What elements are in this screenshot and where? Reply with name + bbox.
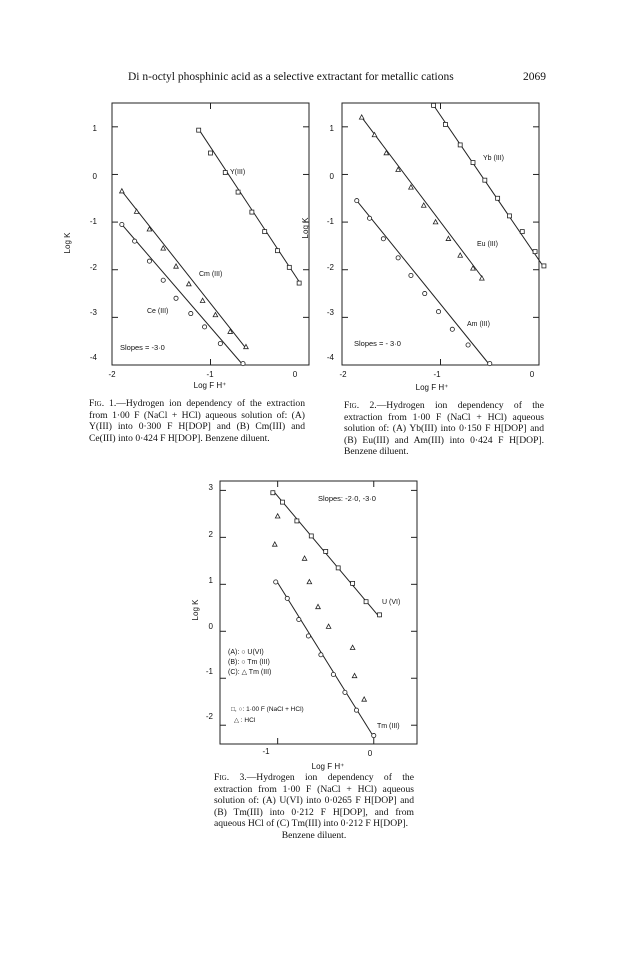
fig2-caption xyxy=(344,400,544,458)
fig2-series-1-point-8 xyxy=(520,230,524,234)
fig3-legend-note-2: △ : HCl xyxy=(234,717,256,724)
fig1-y-tick-0: 0 xyxy=(92,172,97,181)
fig2-series-1-point-10 xyxy=(542,264,546,268)
fig3-series-2-point-7 xyxy=(343,690,347,694)
fig2-label-yb3: Yb (III) xyxy=(483,155,505,162)
fig2-series-3-point-4 xyxy=(396,256,400,260)
fig1-series-3-point-6 xyxy=(189,311,193,315)
fig3-series-1-point-4 xyxy=(309,534,313,538)
fig2-series-2-point-7 xyxy=(433,220,438,224)
fig2-caption-label: Fig. 2. xyxy=(344,400,377,411)
fig3-y-tick-1: 1 xyxy=(208,576,213,585)
fig2-y-tick--1: -1 xyxy=(326,217,334,226)
fig2-plot-frame xyxy=(342,103,539,365)
fig3-series-2-point-2 xyxy=(285,596,289,600)
fig3-series-1-point-5 xyxy=(324,549,328,553)
fig3-legend-a: (A): ○ U(VI) xyxy=(228,649,264,656)
fig3-series-2-point-4 xyxy=(306,634,310,638)
fig2-series-3-point-2 xyxy=(367,216,371,220)
fig2-series-3-point-8 xyxy=(450,327,454,331)
fig1-caption-text: —Hydrogen ion dependency of the extraction from 1·00 F (NaCl + HCl) aqueous solution of: (A) Y(III) into 0·300 F H[DOP] and (B) Cm(III) and Ce(III) into 0·424 F H[DOP]. Benzene diluent. xyxy=(89,398,305,444)
fig1-y-tick--2: -2 xyxy=(89,263,97,272)
fig1-y-tick-1: 1 xyxy=(92,124,97,133)
fig1-series-2-point-7 xyxy=(200,298,205,302)
fig1-caption-label: Fig. 1. xyxy=(89,398,117,409)
fig2-series-1-point-2 xyxy=(443,122,447,126)
fig2-caption-text: —Hydrogen ion dependency of the extraction from 1·00 F (NaCl + HCl) aqueous solution of: (A) Yb(III) into 0·150 F H[DOP] and (B) Eu(III) and Am(III) into 0·424 F H[DOP]. Benzene diluent. xyxy=(344,400,544,458)
fig1-x-axis-label: Log F H⁺ xyxy=(193,381,227,390)
fig1-series-2-point-5 xyxy=(174,264,179,268)
fig3-label-u6: U (VI) xyxy=(382,599,401,606)
fig3-series-1-point-9 xyxy=(378,613,382,617)
fig1-series-3-point-8 xyxy=(218,341,222,345)
fig2-series-2-point-2 xyxy=(372,132,377,136)
fig1-x-tick-0: 0 xyxy=(292,370,298,379)
fig3-series-3-point-5 xyxy=(316,604,321,608)
fig1-series-3-point-1 xyxy=(120,222,124,226)
fig3-series-3-point-4 xyxy=(307,579,312,583)
fig3-series-1-point-8 xyxy=(364,600,368,604)
fig2-x-tick--2: -2 xyxy=(339,370,347,379)
fig3-series-2-point-6 xyxy=(331,672,335,676)
fig2-series-3-point-6 xyxy=(423,291,427,295)
fig1-series-1-point-2 xyxy=(209,151,213,155)
fig2-y-tick--4: -4 xyxy=(326,353,334,362)
fig1-series-1-point-7 xyxy=(275,249,279,253)
fig1-series-2-point-1 xyxy=(120,189,125,193)
fig3-plot-frame xyxy=(220,481,417,744)
fig3-series-3-point-7 xyxy=(350,645,355,649)
fig3-series-3-point-6 xyxy=(326,624,331,628)
fig2-label-eu3: Eu (III) xyxy=(477,241,499,248)
fig1-series-3-point-5 xyxy=(174,296,178,300)
fig2-series-3-point-9 xyxy=(466,343,470,347)
fig3-slopes-annotation: Slopes: -2·0, -3·0 xyxy=(318,494,376,503)
figure-1 xyxy=(63,103,309,390)
fig2-series-3-point-3 xyxy=(381,237,385,241)
fig2-x-axis-label: Log F H⁺ xyxy=(415,383,449,392)
fig2-series-1-point-9 xyxy=(533,250,537,254)
fig1-series-3-point-4 xyxy=(161,278,165,282)
fig3-series-2-point-8 xyxy=(354,708,358,712)
fig1-series-2-point-8 xyxy=(213,312,218,316)
fig3-x-tick--1: -1 xyxy=(262,747,270,756)
fig2-series-3-point-10 xyxy=(488,361,492,365)
fig3-legend-b: (B): ○ Tm (III) xyxy=(228,659,270,666)
fig3-series-1-point-2 xyxy=(280,500,284,504)
fig1-y-tick--1: -1 xyxy=(89,217,97,226)
fig3-marks xyxy=(220,481,417,744)
fig2-series-2-point-6 xyxy=(421,203,426,207)
fig2-series-2-point-9 xyxy=(458,253,463,257)
fig3-caption xyxy=(214,772,414,842)
fig3-legend-note-1: □, ○: 1·00 F (NaCl + HCl) xyxy=(231,706,304,713)
fig1-label-cm3: Cm (III) xyxy=(199,271,223,278)
fig3-label-tm3: Tm (III) xyxy=(377,723,400,730)
fig1-series-3-point-2 xyxy=(133,239,137,243)
fig3-x-axis-label: Log F H⁺ xyxy=(311,762,345,771)
fig1-y-axis-label: Log K xyxy=(63,232,72,254)
fig2-marks xyxy=(342,103,546,366)
fig1-series-1-fit-line xyxy=(199,129,299,281)
fig1-label-y3: Y(III) xyxy=(230,169,246,176)
fig1-series-1-point-1 xyxy=(197,128,201,132)
fig3-series-1-point-7 xyxy=(351,581,355,585)
fig1-y-tick--4: -4 xyxy=(89,353,97,362)
fig1-series-1-point-4 xyxy=(236,190,240,194)
fig3-series-3-point-1 xyxy=(275,514,280,518)
fig2-y-tick--2: -2 xyxy=(326,263,334,272)
fig3-series-3-point-8 xyxy=(352,673,357,677)
fig1-caption xyxy=(89,398,305,444)
fig1-series-1-point-3 xyxy=(223,171,227,175)
fig2-series-1-point-1 xyxy=(432,103,436,107)
fig2-series-1-point-7 xyxy=(507,214,511,218)
fig2-y-tick-1: 1 xyxy=(329,124,334,133)
fig1-series-3-point-7 xyxy=(202,325,206,329)
fig3-y-tick-0: 0 xyxy=(208,622,213,631)
fig1-marks xyxy=(112,103,309,366)
fig1-series-2-point-4 xyxy=(161,246,166,250)
fig2-series-1-point-3 xyxy=(458,143,462,147)
fig3-legend-c: (C): △ Tm (III) xyxy=(228,669,272,676)
fig1-series-3-point-9 xyxy=(241,361,245,365)
fig2-series-1-point-6 xyxy=(496,196,500,200)
fig2-series-2-point-8 xyxy=(446,236,451,240)
fig3-series-2-fit-line xyxy=(276,580,374,737)
fig2-x-tick--1: -1 xyxy=(433,370,441,379)
fig1-series-2-fit-line xyxy=(122,191,246,348)
fig3-series-2-point-9 xyxy=(372,733,376,737)
fig3-series-3-point-9 xyxy=(362,697,367,701)
running-title: Di n-octyl phosphinic acid as a selective extractant for metallic cations xyxy=(128,71,454,83)
fig3-series-1-point-1 xyxy=(271,491,275,495)
fig3-series-2-point-1 xyxy=(274,580,278,584)
fig2-series-3-point-7 xyxy=(436,310,440,314)
fig3-series-2-point-5 xyxy=(319,653,323,657)
page-number: 2069 xyxy=(523,71,546,83)
fig1-series-3-point-3 xyxy=(147,259,151,263)
fig1-slopes-annotation: Slopes = -3·0 xyxy=(120,343,165,352)
figure-3 xyxy=(191,481,417,771)
fig2-slopes-annotation: Slopes = - 3·0 xyxy=(354,339,401,348)
fig1-x-tick--1: -1 xyxy=(206,370,214,379)
fig1-x-tick--2: -2 xyxy=(108,370,116,379)
fig3-y-tick--2: -2 xyxy=(205,712,213,721)
fig3-y-tick-2: 2 xyxy=(208,530,213,539)
fig2-series-1-point-5 xyxy=(483,178,487,182)
fig3-series-3-point-2 xyxy=(272,542,277,546)
fig2-series-1-point-4 xyxy=(471,161,475,165)
fig3-x-tick-0: 0 xyxy=(367,749,373,758)
fig2-y-tick--3: -3 xyxy=(326,308,334,317)
fig1-series-1-point-9 xyxy=(297,281,301,285)
fig3-caption-label: Fig. 3. xyxy=(214,772,247,783)
fig1-series-1-point-8 xyxy=(287,265,291,269)
fig2-label-am3: Am (III) xyxy=(467,321,490,328)
fig3-series-2-point-3 xyxy=(297,617,301,621)
fig2-series-2-point-11 xyxy=(480,276,485,280)
fig3-y-axis-label: Log K xyxy=(191,599,200,621)
fig1-series-1-point-5 xyxy=(250,210,254,214)
fig3-series-1-point-6 xyxy=(336,566,340,570)
fig1-series-2-point-6 xyxy=(187,282,192,286)
fig3-caption-text: —Hydrogen ion dependency of the extraction from 1·00 F (NaCl + HCl) aqueous solution of: (A) U(VI) into 0·0265 F H[DOP] and (B) Tm(III) into 0·212 F H[DOP], and from aqueous HCl of (C) Tm(III) into 0·212 F H[DOP]. xyxy=(214,772,414,830)
fig2-series-2-point-1 xyxy=(359,115,364,119)
fig3-series-3-point-3 xyxy=(302,556,307,560)
fig3-series-1-point-3 xyxy=(295,519,299,523)
fig1-label-ce3: Ce (III) xyxy=(147,308,169,315)
figure-2 xyxy=(301,103,546,392)
fig2-series-3-point-5 xyxy=(409,273,413,277)
fig2-series-2-fit-line xyxy=(362,117,482,277)
fig3-y-tick-3: 3 xyxy=(208,483,213,492)
fig3-caption-tail: Benzene diluent. xyxy=(281,829,347,841)
fig2-y-axis-label: Log K xyxy=(301,217,310,239)
fig1-y-tick--3: -3 xyxy=(89,308,97,317)
fig2-series-3-point-1 xyxy=(355,199,359,203)
fig1-series-1-point-6 xyxy=(263,230,267,234)
fig2-y-tick-0: 0 xyxy=(329,172,334,181)
fig2-x-tick-0: 0 xyxy=(529,370,535,379)
fig1-plot-frame xyxy=(112,103,309,365)
fig3-y-tick--1: -1 xyxy=(205,667,213,676)
